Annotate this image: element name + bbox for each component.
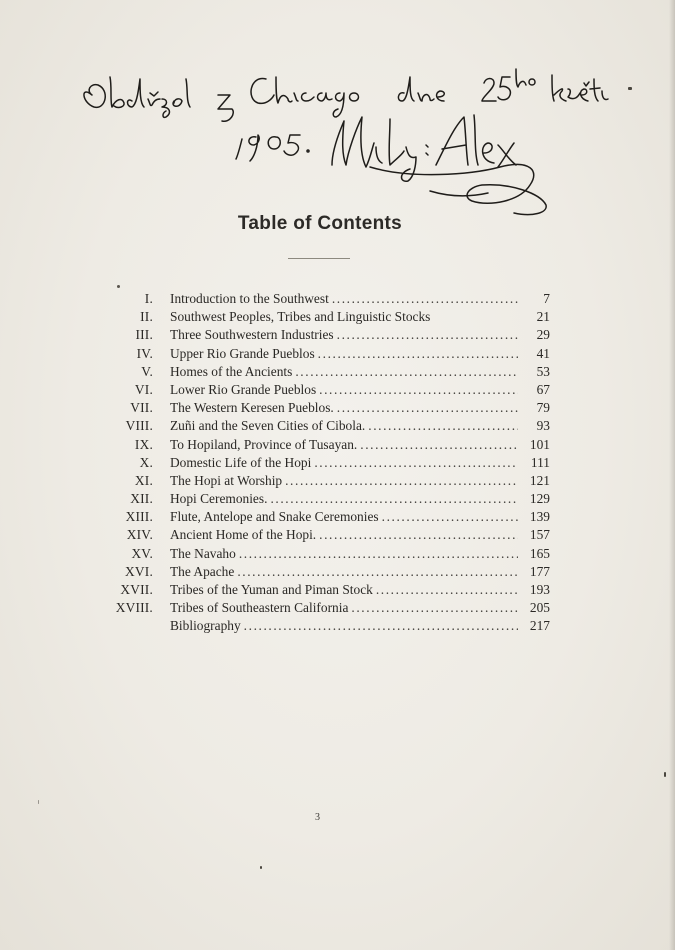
chapter-number: I. [144,291,153,306]
chapter-page: 129 [529,491,550,507]
dot-leader [295,363,518,381]
chapter-number: XVI. [125,563,153,579]
chapter-number: VIII. [125,418,153,434]
dot-leader [237,563,518,581]
chapter-title: Tribes of the Yuman and Piman Stock [170,582,373,597]
dot-leader [239,545,518,563]
toc-entry [90,290,550,308]
chapter-number: V. [141,363,153,379]
chapter-number: XVII. [120,582,153,597]
chapter-page: 29 [536,327,550,343]
dot-leader [244,617,518,635]
chapter-number: XVIII. [115,600,153,616]
chapter-page: 157 [529,527,550,543]
toc-entry [90,545,550,563]
chapter-title: Flute, Antelope and Snake Ceremonies [170,509,379,525]
toc-entry [90,436,550,454]
page-number: 3 [315,812,320,823]
chapter-title: The Apache [170,563,235,579]
toc-entry [90,399,550,417]
dot-leader [285,472,518,490]
chapter-page: 93 [536,418,550,434]
chapter-page: 165 [529,545,550,561]
dot-leader [337,399,518,417]
chapter-number: XII. [130,491,153,507]
chapter-page: 67 [536,381,550,397]
chapter-number: IV. [136,345,153,361]
toc-entry [90,526,550,544]
chapter-title: Hopi Ceremonies. [170,491,268,507]
toc-entry [90,472,550,490]
chapter-title: Upper Rio Grande Pueblos [170,345,315,361]
chapter-page: 7 [543,291,550,306]
dot-leader [337,326,518,344]
chapter-page: 139 [529,509,550,525]
dot-leader [382,508,518,526]
dot-leader [351,599,518,617]
dot-leader [376,581,518,599]
chapter-number: III. [135,327,153,343]
chapter-page: 193 [529,582,550,597]
dot-leader [319,526,518,544]
dot-leader [270,490,518,508]
chapter-number: XI. [134,472,153,488]
chapter-page: 205 [529,600,550,616]
dot-leader [319,381,518,399]
chapter-number: XV. [131,545,153,561]
chapter-number: IX. [134,436,153,452]
page-title: Table of Contents [237,213,403,234]
chapter-title: Southwest Peoples, Tribes and Linguistic Stocks [170,309,431,325]
paper-speck [38,800,39,804]
toc-entry [90,417,550,435]
chapter-number: XIV. [126,527,153,543]
toc-entry [90,490,550,508]
handwritten-inscription [70,55,610,225]
chapter-title: Zuñi and the Seven Cities of Cibola. [170,418,366,434]
chapter-page: 21 [536,309,550,325]
dot-leader [368,417,518,435]
handwritten-inscription-drawing [70,55,610,225]
dot-leader [318,345,518,363]
toc-entry [90,454,550,472]
toc-entry [90,599,550,617]
chapter-page: 217 [529,618,550,634]
toc-entry [90,363,550,381]
chapter-title: Ancient Home of the Hopi. [170,527,317,543]
title-divider [288,258,350,259]
chapter-title: Tribes of Southeastern California [170,600,349,616]
table-of-contents [90,290,550,636]
dot-leader [360,436,518,454]
dot-leader [332,290,518,308]
chapter-title: Introduction to the Southwest [170,291,329,306]
chapter-page: 121 [529,472,550,488]
toc-entry [90,617,550,635]
chapter-title: Lower Rio Grande Pueblos [170,381,317,397]
chapter-page: 41 [536,345,550,361]
chapter-title: Three Southwestern Industries [170,327,334,343]
chapter-number: II. [140,309,153,325]
chapter-number: X. [139,454,153,470]
toc-entry [90,308,550,326]
chapter-number: XIII. [125,509,153,525]
chapter-title: Bibliography [170,618,241,634]
chapter-page: 177 [529,563,550,579]
toc-entry [90,381,550,399]
chapter-title: The Western Keresen Pueblos. [170,400,334,416]
chapter-number: VI. [134,381,153,397]
toc-entry [90,581,550,599]
toc-entry [90,563,550,581]
paper-speck [260,866,262,869]
chapter-page: 101 [529,436,550,452]
chapter-title: Homes of the Ancients [170,363,293,379]
chapter-number: VII. [130,400,153,416]
chapter-title: The Navaho [170,545,236,561]
toc-entry [90,345,550,363]
chapter-title: The Hopi at Worship [170,472,283,488]
chapter-page: 79 [536,400,550,416]
paper-speck [628,87,632,90]
page-edge-shadow [669,0,675,950]
dot-leader [314,454,518,472]
chapter-page: 53 [536,363,550,379]
toc-entry [90,326,550,344]
toc-entry [90,508,550,526]
paper-speck [664,772,666,777]
chapter-title: Domestic Life of the Hopi [170,454,312,470]
chapter-page: 111 [530,454,550,470]
chapter-title: To Hopiland, Province of Tusayan. [170,436,358,452]
ink-speck [117,285,120,288]
